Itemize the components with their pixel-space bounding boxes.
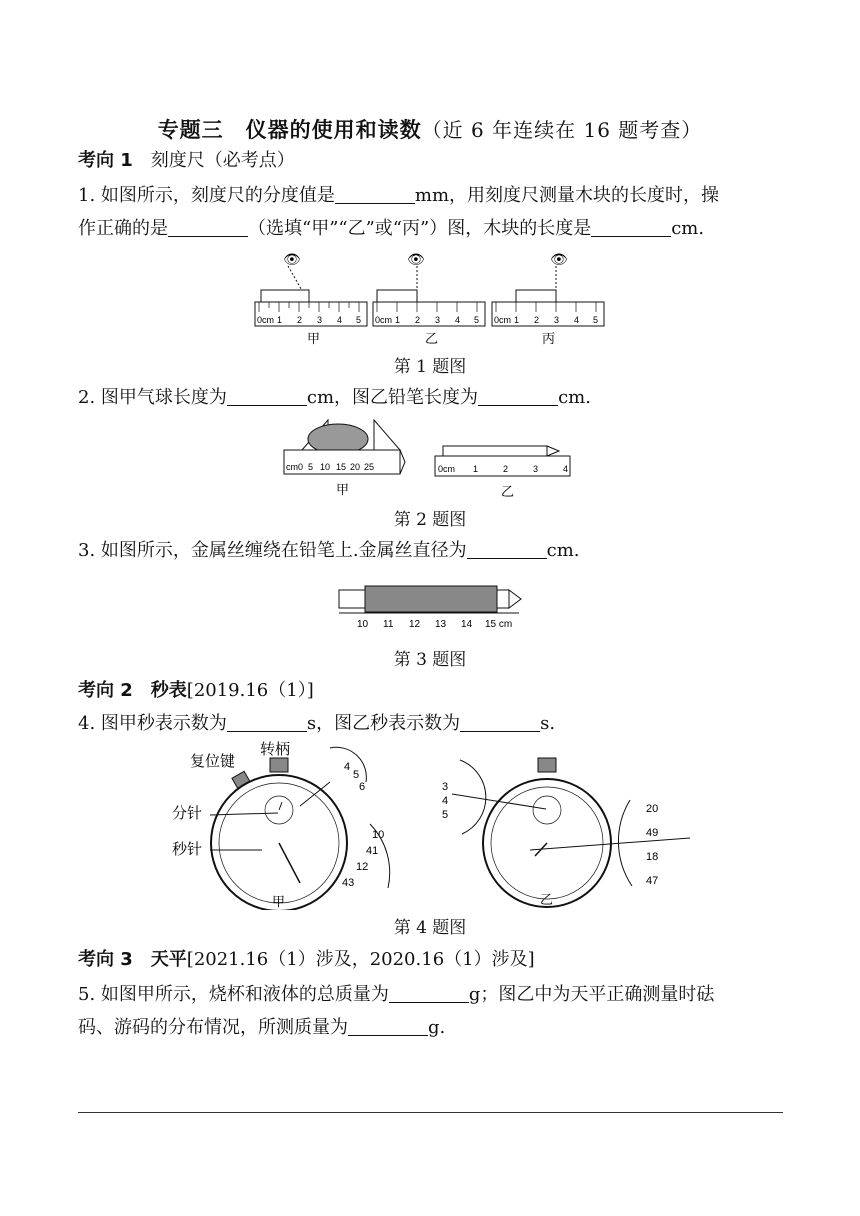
zoom-label: 18 — [646, 851, 659, 863]
q2-caption: 第 2 题图 — [393, 510, 467, 530]
section3-label: 考向 3 — [78, 949, 133, 970]
q1-blank-1[interactable] — [335, 185, 415, 204]
fig-label-yi: 乙 — [501, 484, 515, 499]
section3-topic: 天平 — [150, 949, 187, 970]
q5-text-d: g. — [428, 1017, 446, 1038]
q1-line2 — [78, 216, 783, 242]
q2-text-c: cm. — [558, 387, 591, 408]
wire-coil — [365, 586, 497, 612]
q2-text-b: cm，图乙铅笔长度为 — [306, 387, 479, 408]
tick-label: 3 — [554, 315, 560, 325]
tick-label: 25 — [364, 462, 375, 472]
tick-label: 2 — [415, 315, 421, 325]
q2-blank-2[interactable] — [478, 387, 558, 406]
zoom-label: 47 — [646, 875, 659, 887]
fig-label-jia: 甲 — [336, 482, 350, 497]
q1-text-a: 1. 如图所示，刻度尺的分度值是 — [78, 185, 335, 206]
tick-label: 20 — [350, 462, 361, 472]
q3-line — [78, 538, 783, 564]
zoom-label: 12 — [356, 861, 369, 873]
tick-label: cm0 — [286, 462, 304, 472]
q4-text-a: 4. 图甲秒表示数为 — [78, 713, 227, 734]
section2-note: [2019.16（1）] — [186, 680, 314, 701]
fig-label-bing: 丙 — [542, 331, 556, 346]
section3-note: [2021.16（1）涉及，2020.16（1）涉及] — [186, 949, 535, 970]
footer-divider — [78, 1112, 783, 1113]
zoom-label: 3 — [442, 781, 449, 793]
label-minute: 分针 — [172, 805, 203, 822]
q1-blank-3[interactable] — [591, 218, 671, 237]
tick-label: 4 — [455, 315, 461, 325]
caliper — [284, 420, 405, 497]
q3-figure — [335, 565, 525, 637]
tick-label: 4 — [563, 464, 569, 474]
tick-label: 3 — [533, 464, 539, 474]
tick-label: 1 — [395, 315, 401, 325]
tick-label: 1 — [514, 315, 520, 325]
q3-text-b: cm. — [546, 540, 580, 561]
q4-blank-1[interactable] — [227, 713, 307, 732]
q5-blank-2[interactable] — [348, 1017, 428, 1036]
q1-line1 — [78, 183, 783, 209]
tick-label: 0cm — [257, 315, 275, 325]
q4-figure — [170, 738, 710, 910]
fig-label-yi: 乙 — [540, 892, 554, 907]
section2-label: 考向 2 — [78, 680, 133, 701]
zoom-label: 43 — [342, 877, 355, 889]
q4-caption: 第 4 题图 — [393, 918, 467, 938]
eye-icon: 👁 — [283, 251, 301, 267]
fig-label-jia: 甲 — [307, 331, 321, 346]
section3-heading — [78, 947, 783, 973]
q1-text-d: （选填“甲”“乙”或“丙”）图，木块的长度是 — [248, 218, 592, 239]
q5-blank-1[interactable] — [389, 984, 469, 1003]
label-second: 秒针 — [172, 841, 203, 858]
fig-label-jia: 甲 — [272, 894, 286, 909]
tick-label: 11 — [383, 619, 394, 630]
section2-topic: 秒表 — [150, 680, 187, 701]
q5-line1 — [78, 982, 783, 1008]
tick-label: 14 — [461, 619, 473, 630]
tick-label: 15 cm — [485, 619, 513, 630]
tick-label: 1 — [277, 315, 283, 325]
q1-text-c: 作正确的是 — [78, 218, 168, 239]
section1-topic: 刻度尺（必考点） — [150, 150, 295, 171]
tick-label: 1 — [473, 464, 479, 474]
q5-text-c: 码、游码的分布情况，所测质量为 — [78, 1017, 348, 1038]
eye-icon: 👁 — [550, 251, 568, 267]
eye-icon: 👁 — [407, 251, 425, 267]
fig-label-yi: 乙 — [425, 331, 439, 346]
q1-ruler-bing — [492, 251, 604, 346]
q2-blank-1[interactable] — [227, 387, 307, 406]
label-reset: 复位键 — [190, 753, 236, 770]
tick-label: 0cm — [375, 315, 393, 325]
tick-label: 3 — [435, 315, 441, 325]
q3-caption: 第 3 题图 — [393, 650, 467, 670]
pencil-ruler — [435, 446, 570, 499]
q1-ruler-jia — [255, 251, 367, 346]
stopwatch-yi — [442, 758, 690, 907]
tick-label: 15 — [336, 462, 347, 472]
tick-label: 10 — [320, 462, 331, 472]
tick-label: 2 — [503, 464, 509, 474]
tick-label: 13 — [435, 619, 447, 630]
q1-figure — [250, 250, 610, 350]
q4-text-c: s. — [540, 713, 556, 734]
title-main: 专题三 仪器的使用和读数 — [157, 118, 422, 142]
tick-label: 10 — [357, 619, 369, 630]
q2-figure — [280, 412, 590, 504]
q1-text-e: cm. — [671, 218, 705, 239]
q4-blank-2[interactable] — [460, 713, 540, 732]
q5-text-b: g；图乙中为天平正确测量时砝 — [468, 984, 715, 1005]
zoom-label: 49 — [646, 827, 659, 839]
zoom-label: 6 — [359, 781, 366, 793]
tick-label: 5 — [356, 315, 362, 325]
stopwatch-jia — [172, 741, 390, 910]
tick-label: 3 — [317, 315, 323, 325]
zoom-label: 4 — [344, 761, 351, 773]
tick-label: 0cm — [494, 315, 512, 325]
q1-ruler-yi — [373, 251, 485, 346]
section2-heading — [78, 678, 783, 704]
tick-label: 2 — [297, 315, 303, 325]
zoom-label: 4 — [442, 795, 449, 807]
tick-label: 5 — [593, 315, 599, 325]
tick-label: 5 — [474, 315, 480, 325]
section1-label: 考向 1 — [78, 150, 133, 171]
tick-label: 4 — [337, 315, 343, 325]
q1-text-b: mm，用刻度尺测量木块的长度时，操 — [414, 185, 720, 206]
section1-heading — [78, 148, 783, 174]
tick-label: 4 — [574, 315, 580, 325]
zoom-label: 5 — [442, 809, 449, 821]
tick-label: 5 — [308, 462, 314, 472]
q1-blank-2[interactable] — [168, 218, 248, 237]
tick-label: 0cm — [438, 464, 456, 474]
q2-text-a: 2. 图甲气球长度为 — [78, 387, 227, 408]
page-title — [0, 114, 860, 144]
q3-text-a: 3. 如图所示，金属丝缠绕在铅笔上.金属丝直径为 — [78, 540, 467, 561]
tick-label: 2 — [534, 315, 540, 325]
q4-line — [78, 711, 783, 737]
q5-line2 — [78, 1015, 783, 1041]
zoom-label: 5 — [353, 769, 360, 781]
q3-blank-1[interactable] — [467, 540, 547, 559]
q4-text-b: s，图乙秒表示数为 — [306, 713, 461, 734]
label-crown: 转柄 — [260, 741, 291, 758]
tick-label: 12 — [409, 619, 421, 630]
title-note: （近 6 年连续在 16 题考查） — [421, 118, 703, 142]
zoom-label: 41 — [366, 845, 379, 857]
zoom-label: 20 — [646, 803, 659, 815]
q1-caption: 第 1 题图 — [393, 357, 467, 377]
q5-text-a: 5. 如图甲所示，烧杯和液体的总质量为 — [78, 984, 389, 1005]
zoom-label: 10 — [372, 829, 385, 841]
q2-line — [78, 385, 783, 411]
